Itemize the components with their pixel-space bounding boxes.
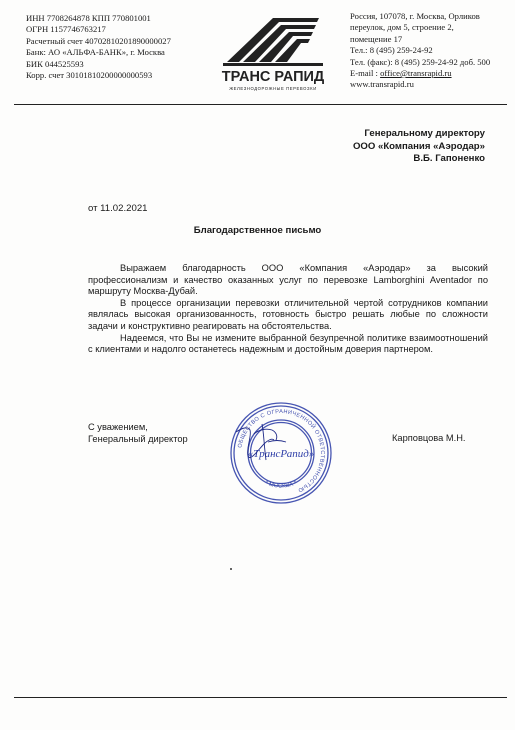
scan-speck	[230, 568, 232, 570]
website-link[interactable]: www.transrapid.ru	[350, 79, 414, 90]
recipient-name: В.Б. Гапоненко	[413, 153, 485, 164]
logo-name: ТРАНС РАПИД	[221, 69, 325, 85]
requisite-line: БИК 044525593	[26, 58, 84, 69]
recipient-company: ООО «Компания «Аэродар»	[352, 140, 485, 152]
letter-date: от 11.02.2021	[88, 203, 148, 214]
address-line: Россия, 107078, г. Москва, Орликов	[350, 11, 480, 21]
requisite-line: Банк: АО «АЛЬФА-БАНК», г. Москва	[26, 47, 165, 58]
requisite-line: Корр. счет 30101810200000000593	[26, 70, 153, 81]
stamp-ring-text: ОБЩЕСТВО С ОГРАНИЧЕННОЙ ОТВЕТСТВЕННОСТЬЮ	[237, 408, 326, 494]
body-paragraph: Надеемся, что Вы не измените выбранной безупречной политике взаимоотношений с клиентами и надолго останетесь надежным и достойным доверия партнером.	[88, 332, 488, 355]
trans-rapid-logo	[213, 10, 333, 96]
email-link[interactable]: office@transrapid.ru	[380, 68, 452, 79]
requisite-line: Расчетный счет 40702810201890000027	[26, 35, 171, 46]
header-divider	[14, 104, 507, 105]
address-line: помещение 17	[350, 33, 403, 44]
requisite-line: ОГРН 1157746763217	[26, 24, 106, 35]
fax-line: Тел. (факс): 8 (495) 259-24-92 доб. 500	[350, 56, 491, 67]
signer-position: Генеральный директор	[88, 434, 188, 444]
logo-tagline: ЖЕЛЕЗНОДОРОЖНЫЕ ПЕРЕВОЗКИ	[229, 86, 317, 91]
address-line: переулок, дом 5, строение 2,	[350, 22, 454, 33]
body-paragraph: В процессе организации перевозки отличительной чертой сотрудников компании являлась высокая организованность, готовность быстро решать любые по сложности задачи и конструктивно реагировать на обстоятельства.	[88, 297, 488, 331]
company-requisites	[26, 13, 171, 81]
stamp-city: * МОСКВА *	[264, 480, 298, 490]
recipient-position: Генеральному директору	[364, 128, 485, 139]
stamp-center-text: «ТрансРапид»	[247, 448, 315, 460]
email-label: E-mail :	[350, 68, 381, 79]
closing-phrase: С уважением,	[88, 422, 148, 432]
footer-divider	[14, 697, 507, 698]
phone-line: Тел.: 8 (495) 259-24-92	[350, 45, 433, 56]
closing-block	[88, 421, 188, 445]
body-paragraph: Выражаем благодарность ООО «Компания «Аэродар» за высокий профессионализм и качество оказанных услуг по перевозке Lamborghini Aventador по маршруту Москва-Дубай.	[88, 263, 488, 297]
company-address	[350, 11, 490, 91]
signatory-name: Карповцова М.Н.	[392, 433, 466, 443]
email-line	[350, 68, 490, 79]
letter-title: Благодарственное письмо	[193, 225, 322, 236]
requisite-line: ИНН 7708264878 КПП 770801001	[26, 13, 151, 23]
company-stamp	[228, 400, 334, 506]
letter-body	[88, 263, 488, 356]
recipient-block	[353, 128, 485, 166]
